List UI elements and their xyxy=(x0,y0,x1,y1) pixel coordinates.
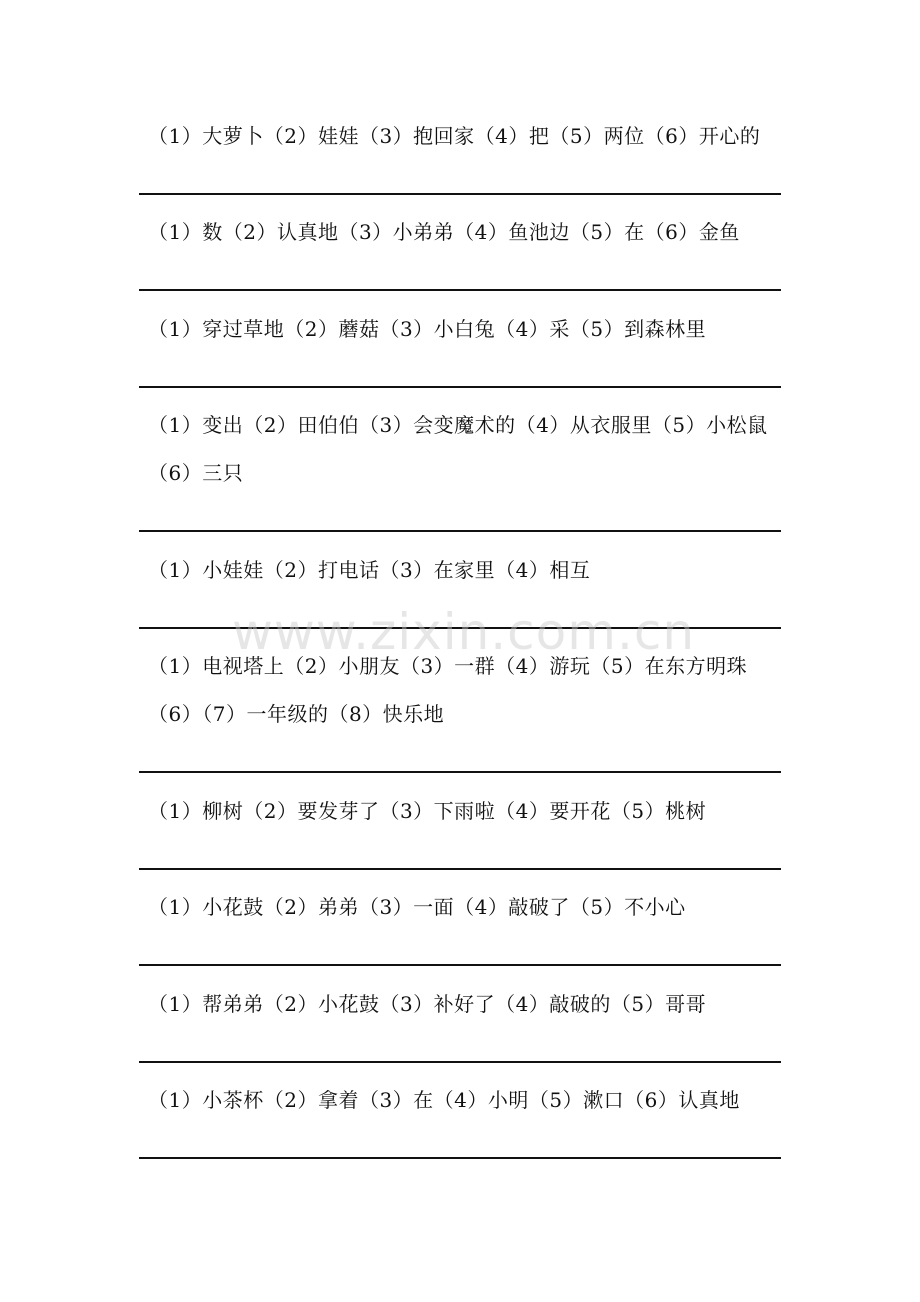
answer-line-10 xyxy=(139,1157,781,1159)
exercise-10-line-1: （1）小茶杯（2）拿着（3）在（4）小明（5）漱口（6）认真地 xyxy=(148,1088,740,1112)
answer-line-1 xyxy=(139,193,781,195)
answer-line-7 xyxy=(139,868,781,870)
exercise-5-line-1: （1）小娃娃（2）打电话（3）在家里（4）相互 xyxy=(148,558,591,582)
answer-line-3 xyxy=(139,386,781,388)
exercise-4-line-1: （1）变出（2）田伯伯（3）会变魔术的（4）从衣服里（5）小松鼠 xyxy=(148,413,768,437)
exercise-6-line-1: （1）电视塔上（2）小朋友（3）一群（4）游玩（5）在东方明珠 xyxy=(148,654,748,678)
answer-line-6 xyxy=(139,771,781,773)
answer-line-9 xyxy=(139,1061,781,1063)
exercise-9-line-1: （1）帮弟弟（2）小花鼓（3）补好了（4）敲破的（5）哥哥 xyxy=(148,992,707,1016)
answer-line-8 xyxy=(139,964,781,966)
answer-line-2 xyxy=(139,289,781,291)
exercise-2-line-1: （1）数（2）认真地（3）小弟弟（4）鱼池边（5）在（6）金鱼 xyxy=(148,220,740,244)
answer-line-4 xyxy=(139,530,781,532)
exercise-8-line-1: （1）小花鼓（2）弟弟（3）一面（4）敲破了（5）不小心 xyxy=(148,895,686,919)
exercise-4-line-2: （6）三只 xyxy=(148,461,244,485)
exercise-3-line-1: （1）穿过草地（2）蘑菇（3）小白兔（4）采（5）到森林里 xyxy=(148,317,707,341)
watermark: www.zixin.com.cn xyxy=(232,603,696,661)
exercise-1-line-1: （1）大萝卜（2）娃娃（3）抱回家（4）把（5）两位（6）开心的 xyxy=(148,124,761,148)
exercise-7-line-1: （1）柳树（2）要发芽了（3）下雨啦（4）要开花（5）桃树 xyxy=(148,799,707,823)
answer-line-5 xyxy=(139,627,781,629)
exercise-6-line-2: （6）（7）一年级的（8）快乐地 xyxy=(148,702,445,726)
